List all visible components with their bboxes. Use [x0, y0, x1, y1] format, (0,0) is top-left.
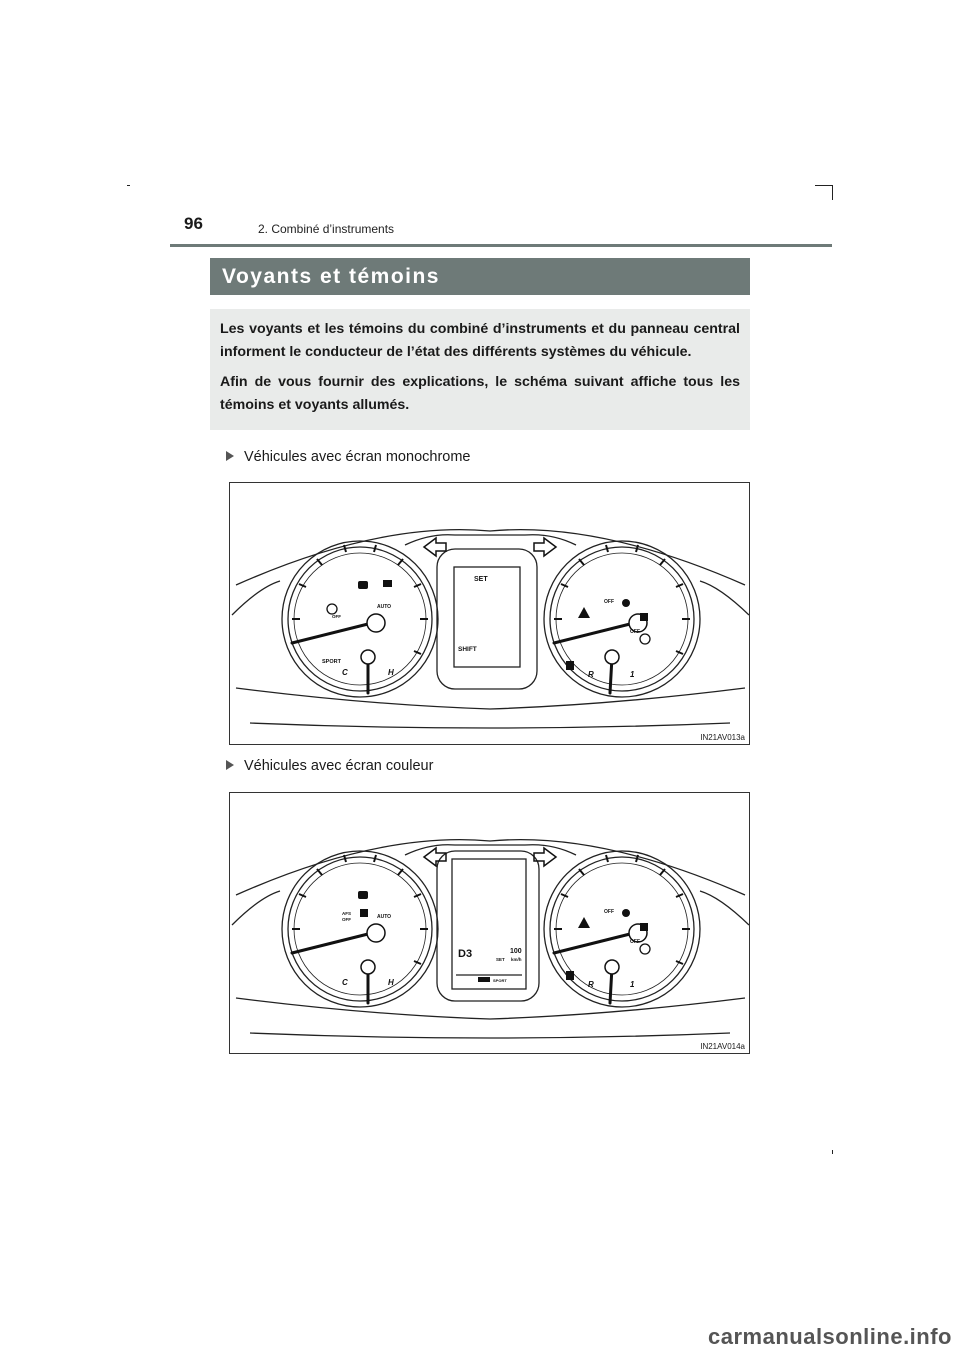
display-set-label: SET [496, 957, 505, 962]
temp-cold-label: C [342, 668, 348, 677]
display-speed-unit: km/h [511, 957, 522, 962]
temp-cold-label: C [342, 978, 348, 987]
crop-mark-top-right-h [815, 185, 833, 186]
fuel-full-label: 1 [630, 670, 635, 679]
intro-paragraph-2: Afin de vous fournir des explications, le schéma suivant affiche tous les témoins et voyants allumés. [220, 374, 740, 413]
off-label-right-2: OFF [630, 629, 640, 635]
crop-mark-top-right-v [832, 185, 833, 200]
sport-label: SPORT [322, 659, 341, 665]
crop-mark-bottom-right [832, 1150, 833, 1154]
off-label-right-2: OFF [630, 939, 640, 945]
display-set-label: SET [474, 576, 488, 583]
cluster-illustration-color [230, 793, 750, 1054]
header-rule [170, 244, 832, 247]
figure-1-caption-text: Véhicules avec écran monochrome [244, 449, 471, 465]
display-sport-label: SPORT [493, 978, 507, 983]
auto-label: AUTO [377, 604, 392, 610]
off-label-right-1: OFF [604, 599, 614, 605]
fuel-full-label: 1 [630, 980, 635, 989]
display-speed-value: 100 [510, 948, 522, 955]
figure-1-caption [226, 449, 470, 465]
display-shift-label: SHIFT [458, 646, 477, 653]
figure-1-code: IN21AV013a [700, 733, 745, 742]
page-number: 96 [184, 214, 203, 233]
figure-2-code: IN21AV014a [700, 1042, 745, 1051]
figure-2-color-cluster [229, 792, 750, 1054]
triangle-bullet-icon [226, 451, 234, 461]
temp-hot-label: H [388, 668, 394, 677]
temp-hot-label: H [388, 978, 394, 987]
cluster-illustration-monochrome [230, 483, 750, 745]
crop-mark-top-left [127, 185, 130, 186]
figure-2-caption-text: Véhicules avec écran couleur [244, 758, 434, 774]
afs-off-label: OFF [342, 917, 351, 922]
figure-2-caption [226, 758, 433, 774]
display-gear-label: D3 [458, 948, 473, 960]
section-title: 2. Combiné d’instruments [258, 222, 395, 236]
fuel-reserve-label: R [588, 980, 594, 989]
figure-1-monochrome-cluster [229, 482, 750, 745]
page-heading: Voyants et témoins [210, 258, 750, 295]
auto-label: AUTO [377, 914, 392, 920]
off-label-left: OFF [332, 614, 341, 619]
off-label-right-1: OFF [604, 909, 614, 915]
intro-paragraph-1: Les voyants et les témoins du combiné d’instruments et du panneau central informent le conducteur de l’état des différents systèmes du véhicule. [220, 321, 740, 360]
fuel-reserve-label: R [588, 670, 594, 679]
triangle-bullet-icon [226, 760, 234, 770]
watermark: carmanualsonline.info [708, 1324, 952, 1349]
intro-box [210, 309, 750, 430]
afs-label: AFS [342, 911, 351, 916]
